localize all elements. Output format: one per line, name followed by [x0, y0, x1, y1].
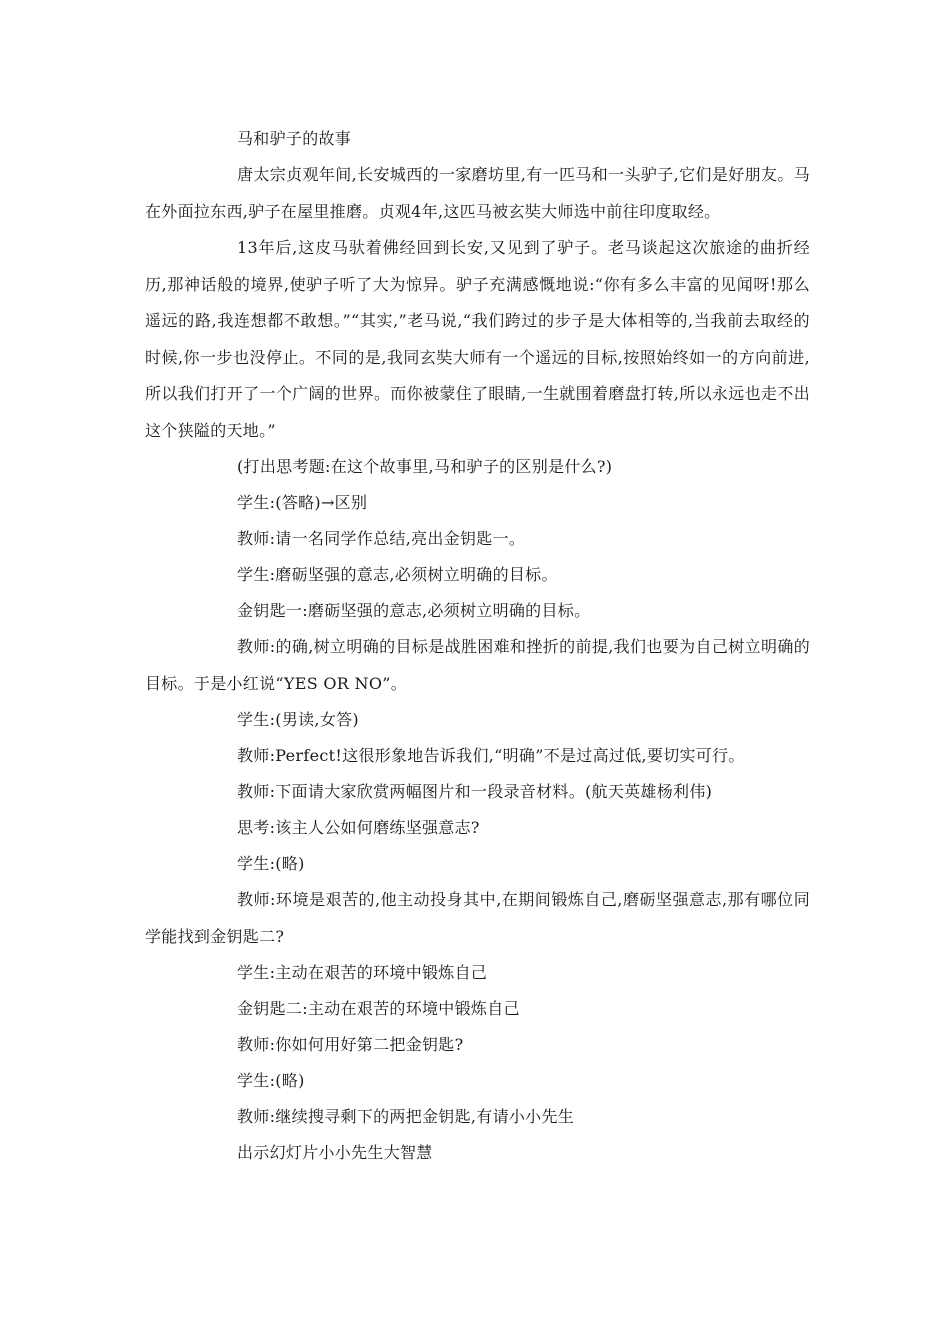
paragraph: 教师:请一名同学作总结,亮出金钥匙一。 [237, 529, 526, 548]
paragraph: 学生:磨砺坚强的意志,必须树立明确的目标。 [237, 565, 558, 584]
paragraph: 教师:Perfect!这很形象地告诉我们,“明确”不是过高过低,要切实可行。 [237, 746, 745, 765]
paragraph: 学生:(略) [237, 1071, 305, 1090]
paragraph: 教师:你如何用好第二把金钥匙? [237, 1035, 464, 1054]
paragraph: 学生:(答略)→区别 [237, 493, 368, 512]
paragraph: 13年后,这皮马驮着佛经回到长安,又见到了驴子。老马谈起这次旅途的曲折经历,那神话般的境界,使驴子听了大为惊异。驴子充满感慨地说:“你有多么丰富的见闻呀!那么遥远的路,我连想都不敢想。”“其实,”老马说,“我们跨过的步子是大体相等的,当我前去取经的时候,你一步也没停止。不同的是,我同玄奘大师有一个遥远的目标,按照始终如一的方向前进,所以我们打开了一个广阔的世界。而你被蒙住了眼睛,一生就围着磨盘打转,所以永远也走不出这个狭隘的天地。” [145, 238, 810, 440]
paragraph: 唐太宗贞观年间,长安城西的一家磨坊里,有一匹马和一头驴子,它们是好朋友。马在外面拉东西,驴子在屋里推磨。贞观4年,这匹马被玄奘大师选中前往印度取经。 [145, 165, 810, 221]
story-title: 马和驴子的故事 [237, 129, 352, 148]
paragraph: 出示幻灯片小小先生大智慧 [237, 1143, 433, 1162]
paragraph: 学生:主动在艰苦的环境中锻炼自己 [237, 963, 488, 982]
paragraph: 教师:继续搜寻剩下的两把金钥匙,有请小小先生 [237, 1107, 575, 1126]
paragraph: 教师:的确,树立明确的目标是战胜困难和挫折的前提,我们也要为自己树立明确的目标。于是小红说“YES OR NO”。 [145, 637, 810, 693]
paragraph: 教师:环境是艰苦的,他主动投身其中,在期间锻炼自己,磨砺坚强意志,那有哪位同学能找到金钥匙二? [145, 890, 810, 946]
paragraph: 学生:(略) [237, 854, 305, 873]
paragraph: 金钥匙二:主动在艰苦的环境中锻炼自己 [237, 999, 520, 1018]
paragraph: 思考:该主人公如何磨练坚强意志? [237, 818, 480, 837]
paragraph: 金钥匙一:磨砺坚强的意志,必须树立明确的目标。 [237, 601, 591, 620]
paragraph: 学生:(男读,女答) [237, 710, 359, 729]
document-page [145, 121, 810, 1171]
paragraph: (打出思考题:在这个故事里,马和驴子的区别是什么?) [237, 457, 613, 476]
paragraph: 教师:下面请大家欣赏两幅图片和一段录音材料。(航天英雄杨利伟) [237, 782, 713, 801]
